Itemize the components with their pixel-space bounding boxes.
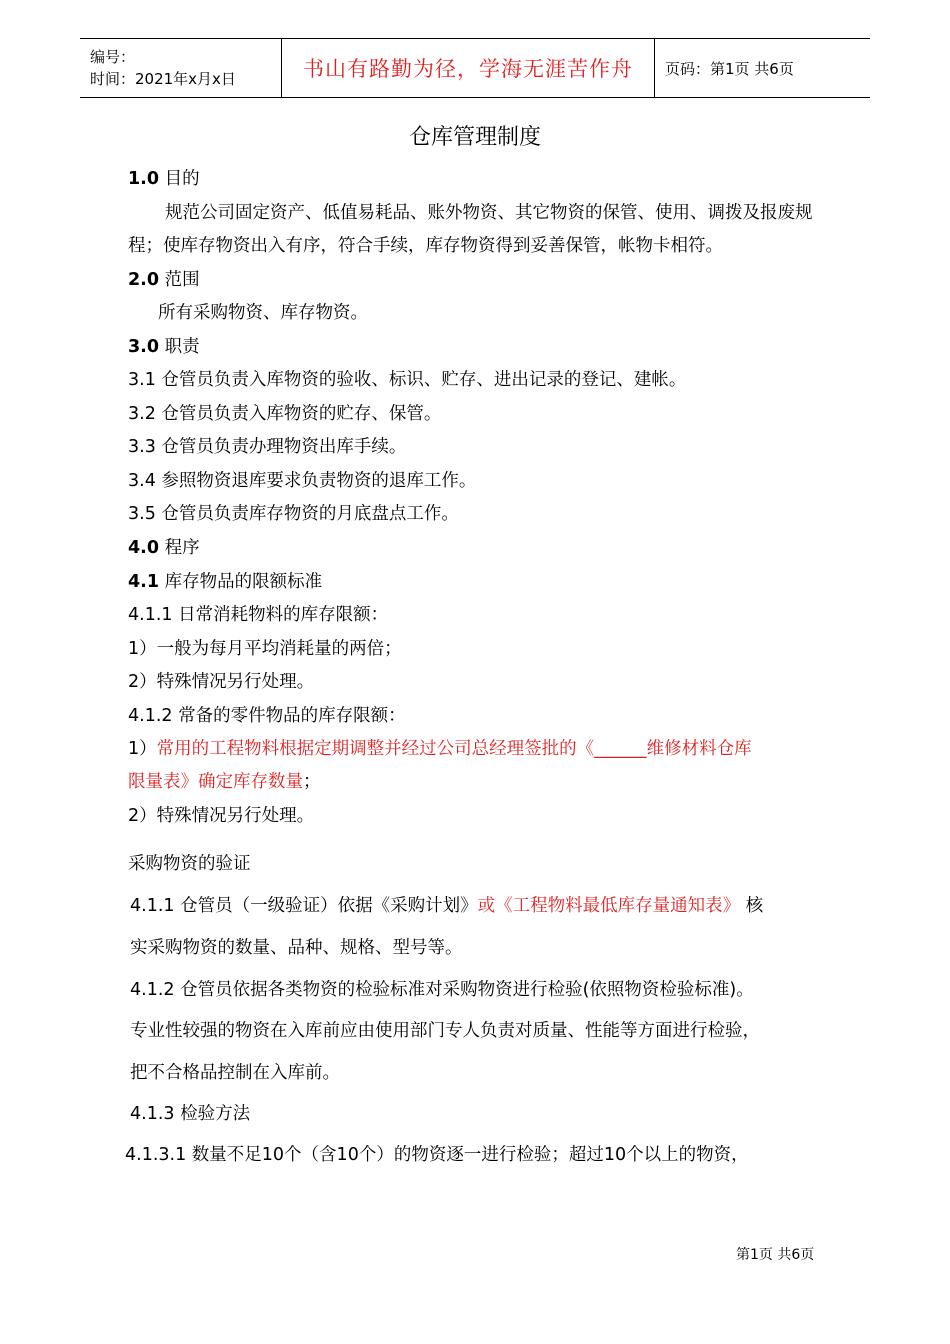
list-item: 4.1.2 常备的零件物品的库存限额： [128,706,406,726]
list-item: 3.4 参照物资退库要求负责物资的退库工作。 [128,471,477,491]
highlight-text: 常用的工程物料根据定期调整并经过公司总经理签批的《______维修材料仓库 [156,739,752,759]
list-item [128,768,321,793]
paragraph-line: 所有采购物资、库存物资。 [158,303,368,323]
section-2-heading [128,266,200,291]
paragraph-line: 规范公司固定资产、低值易耗品、账外物资、其它物资的保管、使用、调拨及报废规 [165,203,813,223]
list-prefix: 1） [128,739,157,759]
section-number: 4.1 [128,572,160,592]
section-title: 目的 [164,169,200,189]
list-item: 4.1.3 检验方法 [130,1104,251,1124]
section-number: 2.0 [128,270,160,290]
subsection-4-1-heading [128,568,322,593]
list-item: 3.3 仓管员负责办理物资出库手续。 [128,437,407,457]
header-motto: 书山有路勤为径，学海无涯苦作舟 [282,39,655,97]
list-suffix: ； [303,772,321,792]
section-title: 库存物品的限额标准 [164,572,323,592]
list-item: 3.5 仓管员负责库存物资的月底盘点工作。 [128,504,459,524]
list-item: 4.1.1 日常消耗物料的库存限额： [128,605,389,625]
header-page-info: 页码：第1页 共6页 [665,59,794,78]
text-run: 4.1.1 仓管员（一级验证）依据《采购计划》 [130,896,478,916]
paragraph-line: 程；使库存物资出入有序，符合手续，库存物资得到妥善保管，帐物卡相符。 [128,236,723,256]
paragraph-line: 4.1.2 仓管员依据各类物资的检验标准对采购物资进行检验(依照物资检验标准)。 [130,980,754,1000]
list-item [128,735,752,760]
section-number: 4.0 [128,538,160,558]
time-label: 时间：2021年x月x日 [90,70,236,88]
section-number: 1.0 [128,169,160,189]
list-item: 3.1 仓管员负责入库物资的验收、标识、贮存、进出记录的登记、建帐。 [128,370,687,390]
section-3-heading [128,333,200,358]
section-title: 职责 [164,337,200,357]
header-meta [80,39,282,97]
paragraph-line [130,892,763,917]
section-4-heading [128,534,200,559]
page-footer: 第1页 共6页 [736,1247,815,1263]
highlight-text: 限量表》确定库存数量 [128,772,303,792]
serial-label: 编号： [90,48,136,66]
list-item: 2）特殊情况另行处理。 [128,672,315,692]
list-item: 3.2 仓管员负责入库物资的贮存、保管。 [128,404,442,424]
page-header [80,38,870,98]
section-title: 范围 [164,270,200,290]
paragraph-line: 实采购物资的数量、品种、规格、型号等。 [130,938,463,958]
section-1-heading [128,165,200,190]
list-item: 1）一般为每月平均消耗量的两倍； [128,639,402,659]
paragraph-line: 专业性较强的物资在入库前应由使用部门专人负责对质量、性能等方面进行检验， [130,1021,760,1041]
paragraph-line: 把不合格品控制在入库前。 [130,1063,340,1083]
document-title: 仓库管理制度 [408,125,541,150]
list-item: 4.1.3.1 数量不足10个（含10个）的物资逐一进行检验；超过10个以上的物资， [125,1145,749,1165]
subsection-heading: 采购物资的验证 [128,854,251,874]
highlight-text: 或《工程物料最低库存量通知表》 [477,896,741,916]
section-title: 程序 [164,538,200,558]
list-item: 2）特殊情况另行处理。 [128,806,315,826]
section-number: 3.0 [128,337,160,357]
text-run: 核 [745,896,764,916]
